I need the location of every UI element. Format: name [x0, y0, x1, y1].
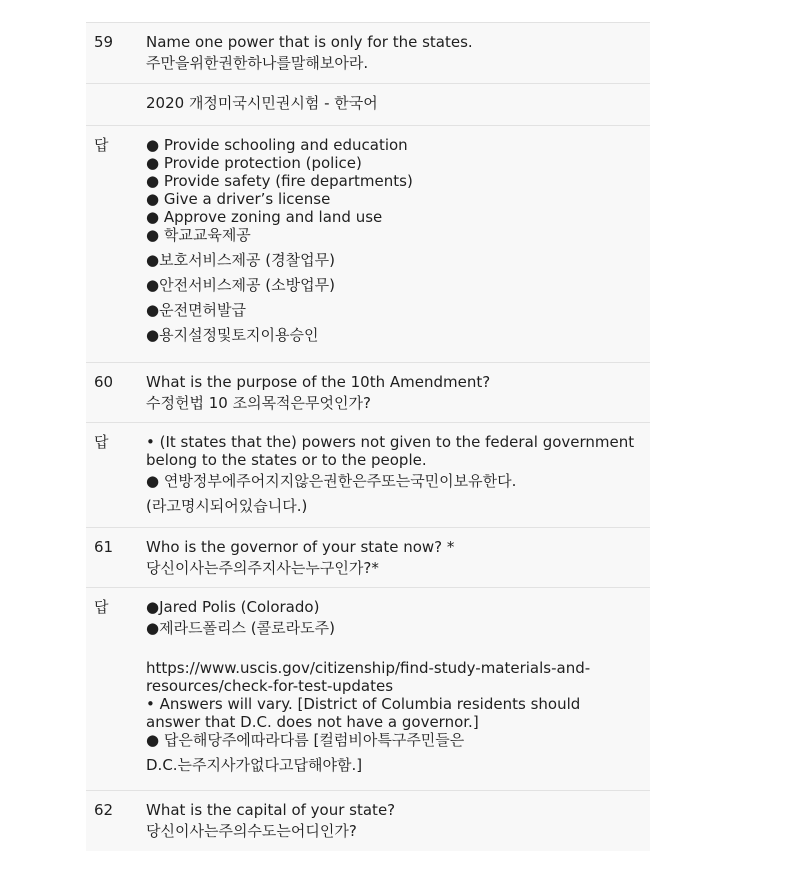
- answer-line: ●용지설정및토지이용승인: [146, 326, 319, 344]
- table-row: [86, 363, 650, 423]
- answer-line: ● 연방정부에주어지지않은권한은주또는국민이보유한다.: [146, 472, 517, 490]
- table-row: [86, 791, 650, 851]
- spacer: [146, 637, 644, 659]
- table-row: [86, 126, 650, 363]
- answer-line: belong to the states or to the people.: [146, 451, 427, 469]
- question-number: 62: [94, 801, 114, 819]
- header-content: [146, 94, 644, 112]
- question-number: 59: [94, 33, 114, 51]
- question-korean: 당신이사는주의주지사는누구인가?*: [146, 559, 379, 577]
- answer-line: ● Provide safety (fire departments): [146, 172, 413, 190]
- answer-line: ●안전서비스제공 (소방업무): [146, 276, 335, 294]
- question-number: 61: [94, 538, 114, 556]
- question-english: What is the capital of your state?: [146, 801, 396, 819]
- question-korean: 수정헌법 10 조의목적은무엇인가?: [146, 394, 371, 412]
- answer-label: 답: [94, 598, 109, 616]
- reference-link[interactable]: https://www.uscis.gov/citizenship/find-study-materials-and-: [146, 659, 591, 677]
- answer-line: ●Jared Polis (Colorado): [146, 598, 320, 616]
- answer-line: • (It states that the) powers not given to the federal government: [146, 433, 635, 451]
- answer-line: ●운전면허발급: [146, 301, 247, 319]
- answer-line: ●보호서비스제공 (경찰업무): [146, 251, 335, 269]
- answer-content: [146, 433, 644, 515]
- answer-line: ● Approve zoning and land use: [146, 208, 383, 226]
- question-number: 60: [94, 373, 114, 391]
- answer-line: answer that D.C. does not have a governor.]: [146, 713, 479, 731]
- qa-table: [86, 22, 650, 851]
- question-content: [146, 373, 644, 412]
- answer-label: 답: [94, 136, 109, 154]
- question-content: [146, 801, 644, 840]
- table-row: [86, 588, 650, 791]
- question-content: [146, 33, 644, 72]
- page-header-text: 2020 개정미국시민권시험 - 한국어: [146, 94, 378, 112]
- question-english: Who is the governor of your state now? *: [146, 538, 455, 556]
- answer-line: • Answers will vary. [District of Columbia residents should: [146, 695, 581, 713]
- answer-line: ● Give a driver’s license: [146, 190, 331, 208]
- answer-line: ●제라드폴리스 (콜로라도주): [146, 619, 335, 637]
- table-row: [86, 84, 650, 126]
- question-content: [146, 538, 644, 577]
- reference-link[interactable]: resources/check-for-test-updates: [146, 677, 394, 695]
- answer-label: 답: [94, 433, 109, 451]
- table-row: [86, 423, 650, 528]
- answer-line: ● Provide schooling and education: [146, 136, 408, 154]
- answer-line: ● 학교교육제공: [146, 226, 251, 244]
- answer-content: [146, 598, 644, 774]
- answer-line: ● Provide protection (police): [146, 154, 362, 172]
- question-korean: 주만을위한권한하나를말해보아라.: [146, 54, 369, 72]
- answer-line: D.C.는주지사가없다고답해야함.]: [146, 756, 363, 774]
- answer-line: ● 답은해당주에따라다름 [컬럼비아특구주민들은: [146, 731, 465, 749]
- question-english: What is the purpose of the 10th Amendment?: [146, 373, 491, 391]
- answer-line: (라고명시되어있습니다.): [146, 497, 308, 515]
- table-row: [86, 23, 650, 84]
- table-row: [86, 528, 650, 588]
- question-english: Name one power that is only for the states.: [146, 33, 473, 51]
- question-korean: 당신이사는주의수도는어디인가?: [146, 822, 357, 840]
- answer-content: [146, 136, 644, 344]
